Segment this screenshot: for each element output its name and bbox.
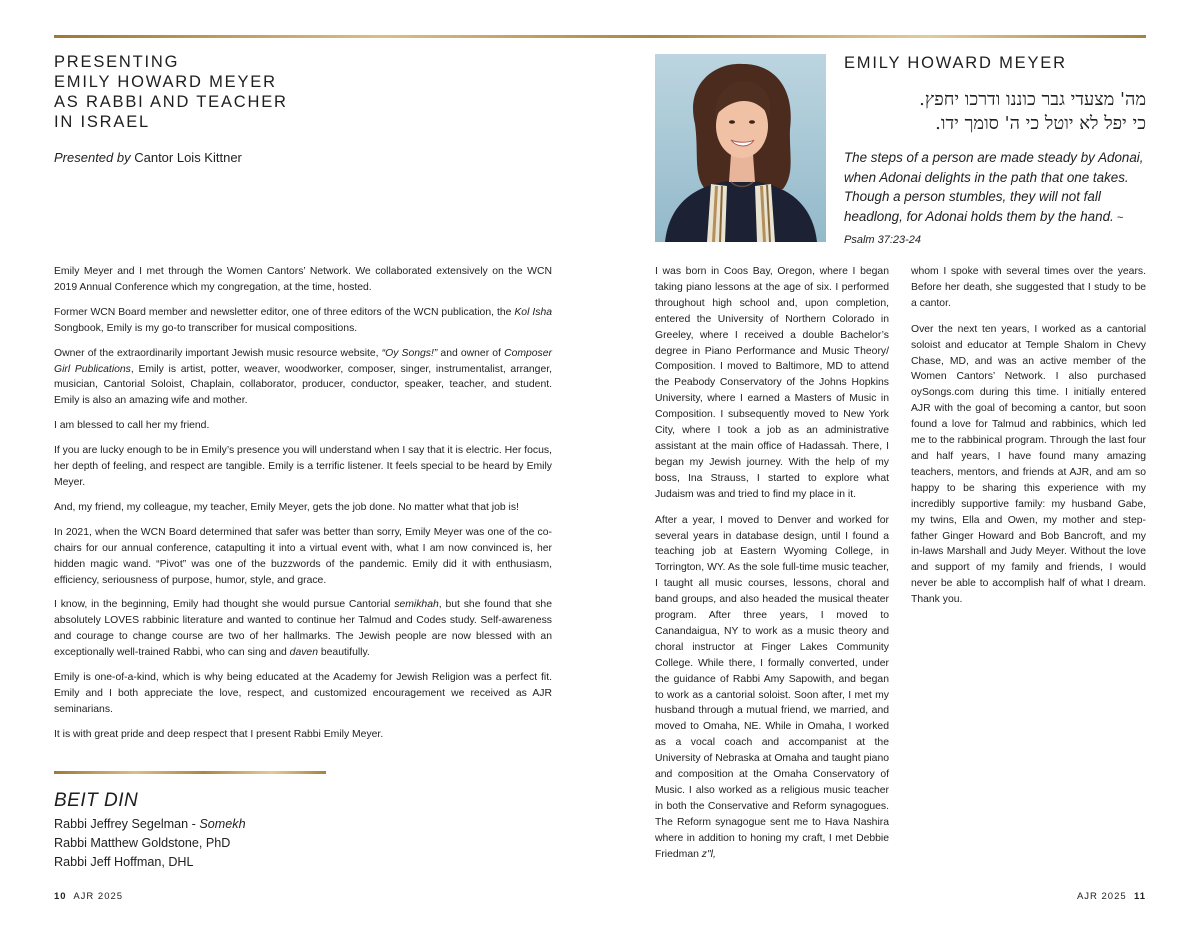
footer-label: AJR 2025 — [1076, 891, 1127, 902]
bio-column-1 — [655, 264, 889, 873]
paragraph: In 2021, when the WCN Board determined that safer was better than sorry, Emily Meyer was one of the co-chairs for our annual conference, catapulting it into a virtual event with, what I am now convinced is, her hidden magic wand. “Pivot” was one of the buzzwords of the pandemic. Emily did it with enthusiasm, efficiency, seriousness of purpose, humor, style, and grace. — [54, 526, 552, 586]
beit-din-list — [54, 815, 246, 872]
hebrew-line-1: מה' מצעדי גבר כוננו ודרכו יחפץ. — [919, 89, 1146, 110]
italic-title: Composer Girl Publications — [54, 347, 552, 375]
paragraph: I was born in Coos Bay, Oregon, where I began taking piano lessons at the age of six. I performed throughout high school and, upon completion, entered the University of Northern Colorado in Greeley, where I received a double Bachelor’s degree in Piano Performance and Music Theory/ Composition. I moved to Baltimore, MD to attend the Peabody Conservatory of the Johns Hopkins University, where I earned a Masters of Music in Composition. I subsequently moved to New York City, where I took a job as an administrative assistant at the main office of Hadassah. There, I began my Jewish journey. With the help of my boss, Ina Strauss, I started to explore what Judaism was and tried to find my place in it. — [655, 266, 889, 500]
paragraph: whom I spoke with several times over the years. Before her death, she suggested that I study to be a cantor. — [911, 266, 1146, 309]
member-role: Somekh — [199, 817, 246, 831]
text-span: I know, in the beginning, Emily had thought she would pursue Cantorial — [54, 599, 395, 611]
page-title — [54, 52, 288, 132]
text-span: beautifully. — [317, 647, 370, 659]
title-line-3: AS RABBI AND TEACHER — [54, 93, 288, 111]
text-span: Songbook, Emily is my go-to transcriber for musical compositions. — [54, 322, 358, 334]
title-line-1: PRESENTING — [54, 53, 180, 71]
paragraph: Over the next ten years, I worked as a cantorial soloist and educator at Temple Shalom in Chevy Chase, MD, and was an active member of the Women Cantors’ Network. I also purchased oySongs.com during this time. I initially entered AJR with the goal of becoming a cantor, but soon found a love for Talmud and rabbinics, which led me to the rabbinical program. Through the last four and half years, I have found many amazing teachers, mentors, and friends at AJR, and am so happy to be sharing this experience with my incredibly supportive family: my husband Gabe, my twins, Ella and Owen, my mother and step-father Ginger Howard and Bob Bancroft, and my in-laws Marshall and Judy Meyer. Without the love and support of my family and friends, I would never be able to accomplish half of what I dream. Thank you. — [911, 323, 1146, 606]
tribute-text — [54, 264, 552, 752]
honoree-name: EMILY HOWARD MEYER — [844, 54, 1067, 72]
italic-title: “Oy Songs!” — [381, 347, 438, 359]
presented-by-line — [54, 150, 242, 165]
beit-din-heading: BEIT DIN — [54, 790, 139, 811]
psalm-reference: ~ Psalm 37:23-24 — [844, 212, 1124, 246]
beit-din-member — [54, 815, 246, 834]
paragraph: Emily Meyer and I met through the Women Cantors’ Network. We collaborated extensively on the WCN 2019 Annual Conference which my congregation, at the time, hosted. — [54, 266, 552, 293]
text-span: Former WCN Board member and newsletter editor, one of three editors of the WCN publication, the — [54, 306, 515, 318]
hebrew-line-2: כי יפל לא יוטל כי ה' סומך ידו. — [935, 113, 1146, 134]
text-span: , but she found that she absolutely LOVES rabbinic literature and wanted to continue her Talmud and Codes study. Self-awareness and courage to change course are two of her hallmarks. The Jewish people are now blessed with an exceptionally well-trained Rabbi, who can sing and — [54, 599, 552, 659]
italic-term: daven — [289, 647, 318, 659]
presenter-name: Cantor Lois Kittner — [130, 150, 242, 165]
top-gold-rule — [54, 35, 1146, 38]
paragraph: Emily is one-of-a-kind, which is why being educated at the Academy for Jewish Religion was a perfect fit. Emily and I both appreciate the love, respect, and customized encouragement we received as AJR seminarians. — [54, 672, 552, 715]
paragraph — [655, 513, 889, 863]
hebrew-verse — [844, 88, 1146, 136]
text-span: , Emily is artist, potter, weaver, woodworker, composer, singer, instrumentalist, arranger, musician, Cantorial Soloist, Chaplain, collaborator, producer, conductor, speaker, teacher, and student. Emily is also an amazing wife and mother. — [54, 363, 553, 407]
page-number: 11 — [1133, 891, 1146, 902]
bio-column-2 — [911, 264, 1146, 618]
paragraph — [54, 346, 552, 410]
paragraph: I am blessed to call her my friend. — [54, 420, 210, 432]
paragraph: And, my friend, my colleague, my teacher, Emily Meyer, gets the job done. No matter what that job is! — [54, 501, 519, 513]
italic-title: Kol Isha — [514, 306, 552, 318]
portrait-photo — [655, 54, 826, 242]
beit-din-member: Rabbi Jeff Hoffman, DHL — [54, 855, 194, 869]
paragraph — [54, 305, 552, 337]
paragraph: If you are lucky enough to be in Emily’s presence you will understand when I say that it is electric. Her focus, her depth of feeling, and respect are tangible. Emily is a terrific listener. It feels special to be heard by Emily Meyer. — [54, 445, 552, 488]
footer-right — [1077, 891, 1146, 902]
title-line-4: IN ISRAEL — [54, 113, 150, 131]
beit-din-member: Rabbi Matthew Goldstone, PhD — [54, 836, 231, 850]
title-line-2: EMILY HOWARD MEYER — [54, 73, 277, 91]
footer-label: AJR 2025 — [73, 891, 124, 902]
psalm-text: The steps of a person are made steady by Adonai, when Adonai delights in the path that one takes. Though a person stumbles, they will not fall headlong, for Adonai holds them by the hand. — [844, 150, 1144, 225]
beit-din-gold-rule — [54, 771, 326, 774]
text-span: and owner of — [437, 347, 505, 359]
page-number: 10 — [54, 891, 67, 902]
paragraph — [54, 597, 552, 661]
italic-term: semikhah — [394, 599, 439, 611]
member-name: Rabbi Jeffrey Segelman - — [54, 817, 200, 831]
presented-by-prefix: Presented by — [54, 150, 131, 165]
portrait-illustration — [655, 54, 826, 242]
psalm-translation — [844, 148, 1146, 251]
footer-left — [54, 891, 123, 902]
text-span: After a year, I moved to Denver and worked for several years in database design, until I found a teaching job at Eastern Wyoming College, in Torrington, WY. As the sole full-time music teacher, I taught all music courses, lessons, choral and band groups, and also headed the musical theater program. After three years, I moved to Canandaigua, NY to work as a music theory and choral instructor at Finger Lakes Community College. While there, I formally converted, under the guidance of Rabbi Amy Sapowith, and began to work as a cantorial soloist. Soon after, I met my husband through a mutual friend, we married, and moved to Omaha, NE. While in Omaha, I worked as a vocal coach and accompanist at the University of Nebraska at Omaha and taught piano and composition at the Omaha Conservatory of Music. I also worked as a religious music teacher in both the Conservative and Reform synagogues. The Reform synagogue sent me to Hava Nashira where in addition to honing my craft, I met Debbie Friedman — [655, 514, 889, 860]
text-span: Owner of the extraordinarily important Jewish music resource website, — [54, 347, 382, 359]
paragraph: It is with great pride and deep respect that I present Rabbi Emily Meyer. — [54, 728, 384, 740]
italic-term: z"l, — [701, 848, 716, 860]
